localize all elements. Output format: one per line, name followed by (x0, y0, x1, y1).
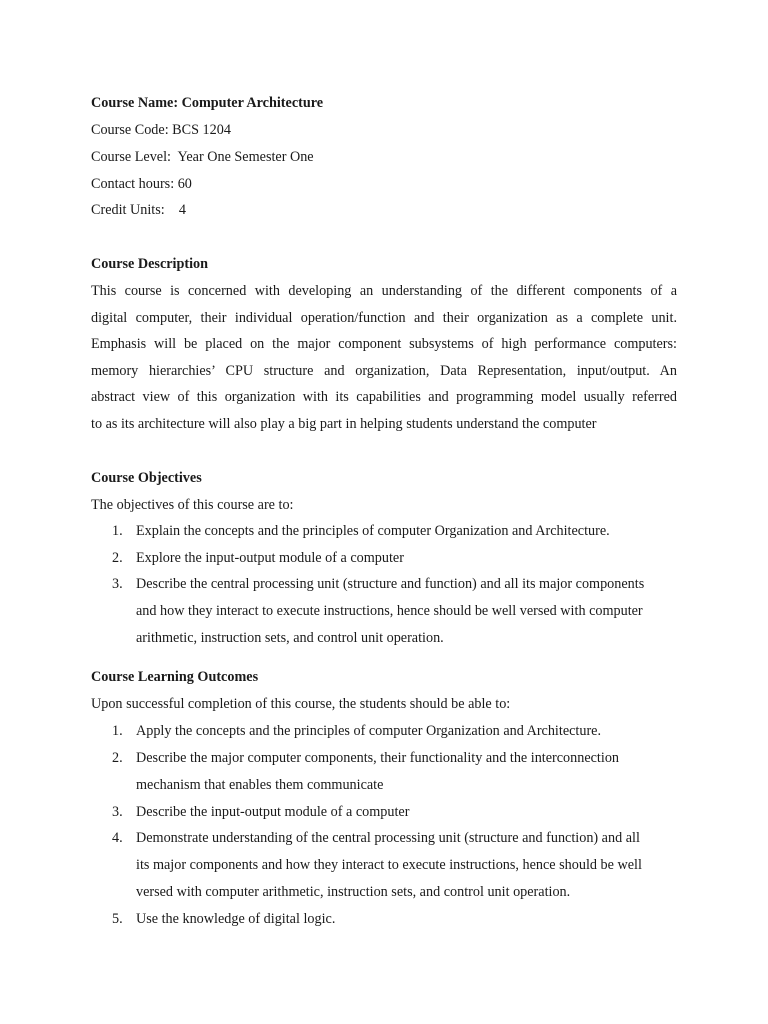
objective-item-1 (112, 522, 610, 540)
list-number: 2. (112, 550, 123, 566)
list-number: 1. (112, 723, 123, 739)
objectives-heading: Course Objectives (91, 470, 202, 486)
list-number: 2. (112, 750, 123, 766)
objective-item-2 (112, 549, 404, 567)
objective-item-3-cont-2: arithmetic, instruction sets, and control unit operation. (136, 630, 444, 646)
description-heading: Course Description (91, 256, 209, 272)
list-number: 4. (112, 830, 123, 846)
course-level: Course Level: Year One Semester One (91, 149, 314, 165)
list-text: Demonstrate understanding of the central processing unit (structure and function) and all (136, 830, 640, 846)
list-text: Explain the concepts and the principles of computer Organization and Architecture. (136, 523, 610, 539)
outcome-item-4 (112, 829, 640, 847)
outcome-item-5 (112, 910, 335, 928)
list-number: 5. (112, 911, 123, 927)
outcome-item-2 (112, 749, 619, 767)
course-name-line (91, 94, 323, 112)
description-line-1: This course is concerned with developing an understanding of the different components of a (91, 283, 677, 299)
list-text: Apply the concepts and the principles of computer Organization and Architecture. (136, 723, 602, 739)
description-line-4: memory hierarchies’ CPU structure and organization, Data Representation, input/output. An (91, 363, 677, 379)
outcome-item-1 (112, 722, 601, 740)
list-text: Describe the input-output module of a computer (136, 804, 410, 820)
description-line-5: abstract view of this organization with its capabilities and programming model usually referred (91, 389, 677, 405)
objective-item-3 (112, 575, 644, 593)
list-number: 3. (112, 576, 123, 592)
list-number: 1. (112, 523, 123, 539)
list-number: 3. (112, 804, 123, 820)
description-line-2: digital computer, their individual operation/function and their organization as a complete unit. (91, 310, 677, 326)
course-name-value: Computer Architecture (181, 95, 324, 111)
credit-units: Credit Units: 4 (91, 202, 186, 218)
outcome-item-2-cont-1: mechanism that enables them communicate (136, 777, 384, 793)
list-text: Explore the input-output module of a computer (136, 550, 404, 566)
list-text: Use the knowledge of digital logic. (136, 911, 336, 927)
description-line-6: to as its architecture will also play a big part in helping students understand the computer (91, 416, 597, 432)
course-name-label: Course Name: (91, 95, 179, 111)
course-code: Course Code: BCS 1204 (91, 122, 231, 138)
description-line-3: Emphasis will be placed on the major component subsystems of high performance computers: (91, 336, 677, 352)
outcome-item-4-cont-1: its major components and how they interact to execute instructions, hence should be well (136, 857, 642, 873)
outcome-item-3 (112, 803, 409, 821)
list-text: Describe the major computer components, their functionality and the interconnection (136, 750, 620, 766)
contact-hours: Contact hours: 60 (91, 176, 192, 192)
objective-item-3-cont-1: and how they interact to execute instructions, hence should be well versed with computer (136, 603, 643, 619)
outcomes-intro: Upon successful completion of this course, the students should be able to: (91, 696, 511, 712)
outcomes-heading: Course Learning Outcomes (91, 669, 259, 685)
list-text: Describe the central processing unit (structure and function) and all its major components (136, 576, 645, 592)
objectives-intro: The objectives of this course are to: (91, 497, 294, 513)
outcome-item-4-cont-2: versed with computer arithmetic, instruction sets, and control unit operation. (136, 884, 571, 900)
